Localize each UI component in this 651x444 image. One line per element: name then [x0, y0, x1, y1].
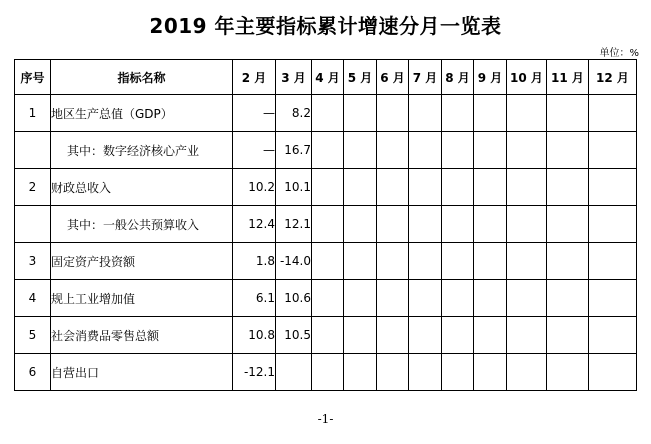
value-cell — [344, 280, 377, 317]
table-row — [15, 95, 637, 132]
value-cell — [474, 95, 507, 132]
value-cell — [547, 132, 589, 169]
value-cell — [547, 95, 589, 132]
table-row — [15, 280, 637, 317]
value-cell — [547, 169, 589, 206]
value-cell — [474, 317, 507, 354]
column-header: 6 月 — [377, 60, 409, 95]
value-cell — [344, 95, 377, 132]
value-cell — [377, 280, 409, 317]
unit-label: 单位：% — [599, 48, 639, 59]
value-cell — [312, 280, 344, 317]
value-cell: 10.6 — [276, 280, 312, 317]
value-cell — [547, 354, 589, 391]
value-cell — [589, 206, 637, 243]
row-number — [15, 132, 51, 169]
value-cell — [507, 243, 547, 280]
value-cell: 1.8 — [233, 243, 276, 280]
column-header: 11 月 — [547, 60, 589, 95]
value-cell: — — [233, 95, 276, 132]
value-cell — [442, 169, 474, 206]
value-cell — [344, 206, 377, 243]
value-cell — [409, 206, 442, 243]
column-header: 12 月 — [589, 60, 637, 95]
value-cell: 6.1 — [233, 280, 276, 317]
table-row — [15, 354, 637, 391]
value-cell — [547, 206, 589, 243]
value-cell — [312, 317, 344, 354]
column-header: 8 月 — [442, 60, 474, 95]
table-header-row — [15, 60, 637, 95]
value-cell: — — [233, 132, 276, 169]
value-cell — [474, 243, 507, 280]
value-cell — [344, 354, 377, 391]
value-cell: 10.5 — [276, 317, 312, 354]
value-cell — [474, 280, 507, 317]
table-row — [15, 317, 637, 354]
indicator-name: 固定资产投资额 — [51, 243, 233, 280]
value-cell — [474, 206, 507, 243]
value-cell — [474, 132, 507, 169]
value-cell — [507, 354, 547, 391]
value-cell — [442, 206, 474, 243]
value-cell — [589, 95, 637, 132]
row-number: 2 — [15, 169, 51, 206]
value-cell: 12.4 — [233, 206, 276, 243]
value-cell — [589, 317, 637, 354]
value-cell — [409, 95, 442, 132]
page-number: -1- — [317, 412, 334, 426]
value-cell — [409, 317, 442, 354]
value-cell — [377, 317, 409, 354]
value-cell — [312, 169, 344, 206]
value-cell — [442, 317, 474, 354]
column-header: 指标名称 — [51, 60, 233, 95]
value-cell: 10.8 — [233, 317, 276, 354]
value-cell — [589, 132, 637, 169]
row-number — [15, 206, 51, 243]
indicator-name: 地区生产总值（GDP） — [51, 95, 233, 132]
value-cell — [344, 169, 377, 206]
indicator-name: 自营出口 — [51, 354, 233, 391]
value-cell: 8.2 — [276, 95, 312, 132]
value-cell — [547, 317, 589, 354]
value-cell — [377, 132, 409, 169]
value-cell — [507, 169, 547, 206]
indicator-name: 规上工业增加值 — [51, 280, 233, 317]
column-header: 5 月 — [344, 60, 377, 95]
value-cell: -12.1 — [233, 354, 276, 391]
value-cell — [312, 206, 344, 243]
column-header: 10 月 — [507, 60, 547, 95]
page-title: 2019 年主要指标累计增速分月一览表 — [149, 14, 502, 38]
value-cell — [409, 169, 442, 206]
value-cell — [442, 95, 474, 132]
value-cell: 10.2 — [233, 169, 276, 206]
column-header: 序号 — [15, 60, 51, 95]
value-cell: -14.0 — [276, 243, 312, 280]
value-cell — [442, 354, 474, 391]
row-number: 1 — [15, 95, 51, 132]
indicator-table — [14, 59, 637, 391]
column-header: 4 月 — [312, 60, 344, 95]
value-cell — [377, 354, 409, 391]
value-cell — [344, 132, 377, 169]
value-cell — [507, 132, 547, 169]
value-cell — [409, 132, 442, 169]
indicator-name: 财政总收入 — [51, 169, 233, 206]
value-cell — [409, 243, 442, 280]
row-number: 6 — [15, 354, 51, 391]
column-header: 3 月 — [276, 60, 312, 95]
value-cell — [547, 243, 589, 280]
value-cell — [442, 132, 474, 169]
row-number: 5 — [15, 317, 51, 354]
value-cell: 16.7 — [276, 132, 312, 169]
value-cell — [507, 317, 547, 354]
value-cell — [344, 243, 377, 280]
value-cell — [377, 206, 409, 243]
value-cell — [312, 95, 344, 132]
column-header: 2 月 — [233, 60, 276, 95]
value-cell — [589, 280, 637, 317]
value-cell — [312, 243, 344, 280]
value-cell: 10.1 — [276, 169, 312, 206]
indicator-name: 社会消费品零售总额 — [51, 317, 233, 354]
value-cell — [312, 132, 344, 169]
row-number: 4 — [15, 280, 51, 317]
value-cell — [442, 280, 474, 317]
table-row — [15, 243, 637, 280]
value-cell — [377, 169, 409, 206]
value-cell — [547, 280, 589, 317]
value-cell — [589, 354, 637, 391]
column-header: 9 月 — [474, 60, 507, 95]
table-row — [15, 169, 637, 206]
value-cell — [589, 169, 637, 206]
value-cell — [409, 280, 442, 317]
value-cell — [377, 243, 409, 280]
value-cell — [507, 206, 547, 243]
value-cell: 12.1 — [276, 206, 312, 243]
value-cell — [474, 354, 507, 391]
value-cell — [276, 354, 312, 391]
row-number: 3 — [15, 243, 51, 280]
value-cell — [474, 169, 507, 206]
column-header: 7 月 — [409, 60, 442, 95]
table-row — [15, 206, 637, 243]
value-cell — [312, 354, 344, 391]
value-cell — [589, 243, 637, 280]
value-cell — [442, 243, 474, 280]
value-cell — [507, 95, 547, 132]
table-row — [15, 132, 637, 169]
value-cell — [344, 317, 377, 354]
value-cell — [507, 280, 547, 317]
indicator-name: 其中：一般公共预算收入 — [51, 206, 233, 243]
value-cell — [409, 354, 442, 391]
indicator-name: 其中：数字经济核心产业 — [51, 132, 233, 169]
value-cell — [377, 95, 409, 132]
